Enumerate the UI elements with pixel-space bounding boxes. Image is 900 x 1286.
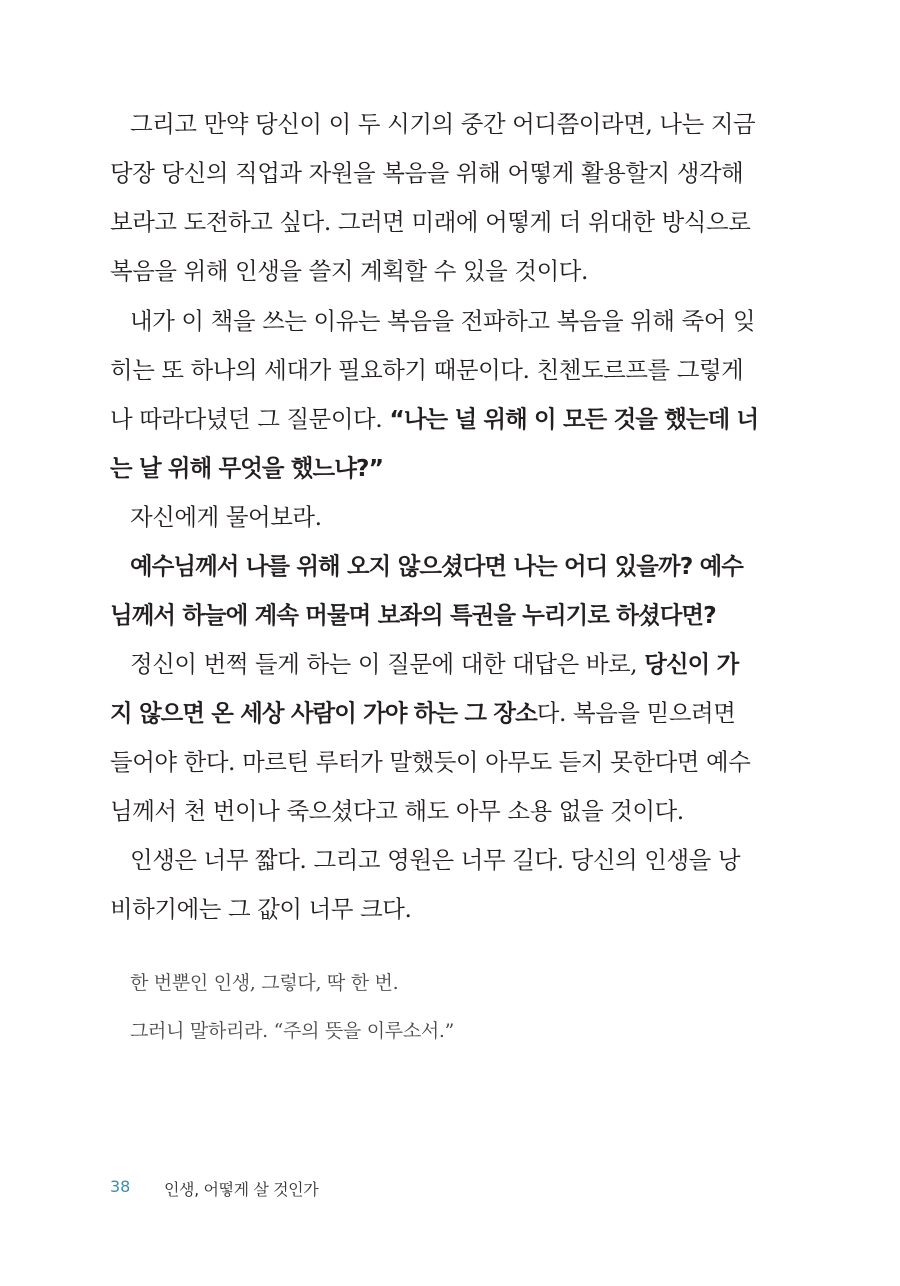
paragraph-2-line-3-bold-quote: “나는 널 위해 이 모든 것을 했는데 너 [389, 405, 759, 433]
poem-line-2: 그러니 말하리라. “주의 뜻을 이루소서.” [130, 1020, 455, 1042]
paragraph-5-line-4: 님께서 천 번이나 죽으셨다고 해도 아무 소용 없을 것이다. [110, 797, 684, 825]
paragraph-6-line-1: 인생은 너무 짧다. 그리고 영원은 너무 길다. 당신의 인생을 낭 [130, 846, 741, 874]
paragraph-1-line-3: 보라고 도전하고 싶다. 그러면 미래에 어떻게 더 위대한 방식으로 [110, 208, 751, 236]
paragraph-4-line-1-bold: 예수님께서 나를 위해 오지 않으셨다면 나는 어디 있을까? 예수 [130, 552, 743, 580]
paragraph-5-line-1-bold: 당신이 가 [644, 650, 739, 678]
paragraph-2-line-4-bold-quote: 는 날 위해 무엇을 했느냐?” [110, 454, 384, 482]
paragraph-1-line-4: 복음을 위해 인생을 쓸지 계획할 수 있을 것이다. [110, 257, 588, 285]
paragraph-5-line-2-plain: 다. 복음을 믿으려면 [536, 699, 736, 727]
paragraph-6-line-2: 비하기에는 그 값이 너무 크다. [110, 895, 412, 923]
paragraph-2-line-3 [110, 404, 759, 434]
paragraph-5-line-1-plain: 정신이 번쩍 들게 하는 이 질문에 대한 대답은 바로, [130, 650, 638, 678]
page-number: 38 [110, 1177, 131, 1196]
paragraph-2-line-3-plain: 나 따라다녔던 그 질문이다. [110, 405, 383, 433]
paragraph-5-line-2 [110, 698, 736, 728]
paragraph-3-line-1: 자신에게 물어보라. [130, 503, 322, 531]
paragraph-1-line-2: 당장 당신의 직업과 자원을 복음을 위해 어떻게 활용할지 생각해 [110, 159, 744, 187]
paragraph-1-line-1: 그리고 만약 당신이 이 두 시기의 중간 어디쯤이라면, 나는 지금 [130, 110, 756, 138]
paragraph-2-line-1: 내가 이 책을 쓰는 이유는 복음을 전파하고 복음을 위해 죽어 잊 [130, 307, 756, 335]
running-title: 인생, 어떻게 살 것인가 [164, 1180, 319, 1199]
paragraph-5-line-2-bold: 지 않으면 온 세상 사람이 가야 하는 그 장소 [110, 699, 537, 727]
paragraph-5-line-1 [130, 649, 739, 679]
poem-line-1: 한 번뿐인 인생, 그렇다, 딱 한 번. [130, 972, 399, 994]
paragraph-5-line-3: 들어야 한다. 마르틴 루터가 말했듯이 아무도 듣지 못한다면 예수 [110, 748, 751, 776]
paragraph-4-line-2-bold: 님께서 하늘에 계속 머물며 보좌의 특권을 누리기로 하셨다면? [110, 601, 716, 629]
paragraph-2-line-2: 히는 또 하나의 세대가 필요하기 때문이다. 친첸도르프를 그렇게 [110, 356, 744, 384]
